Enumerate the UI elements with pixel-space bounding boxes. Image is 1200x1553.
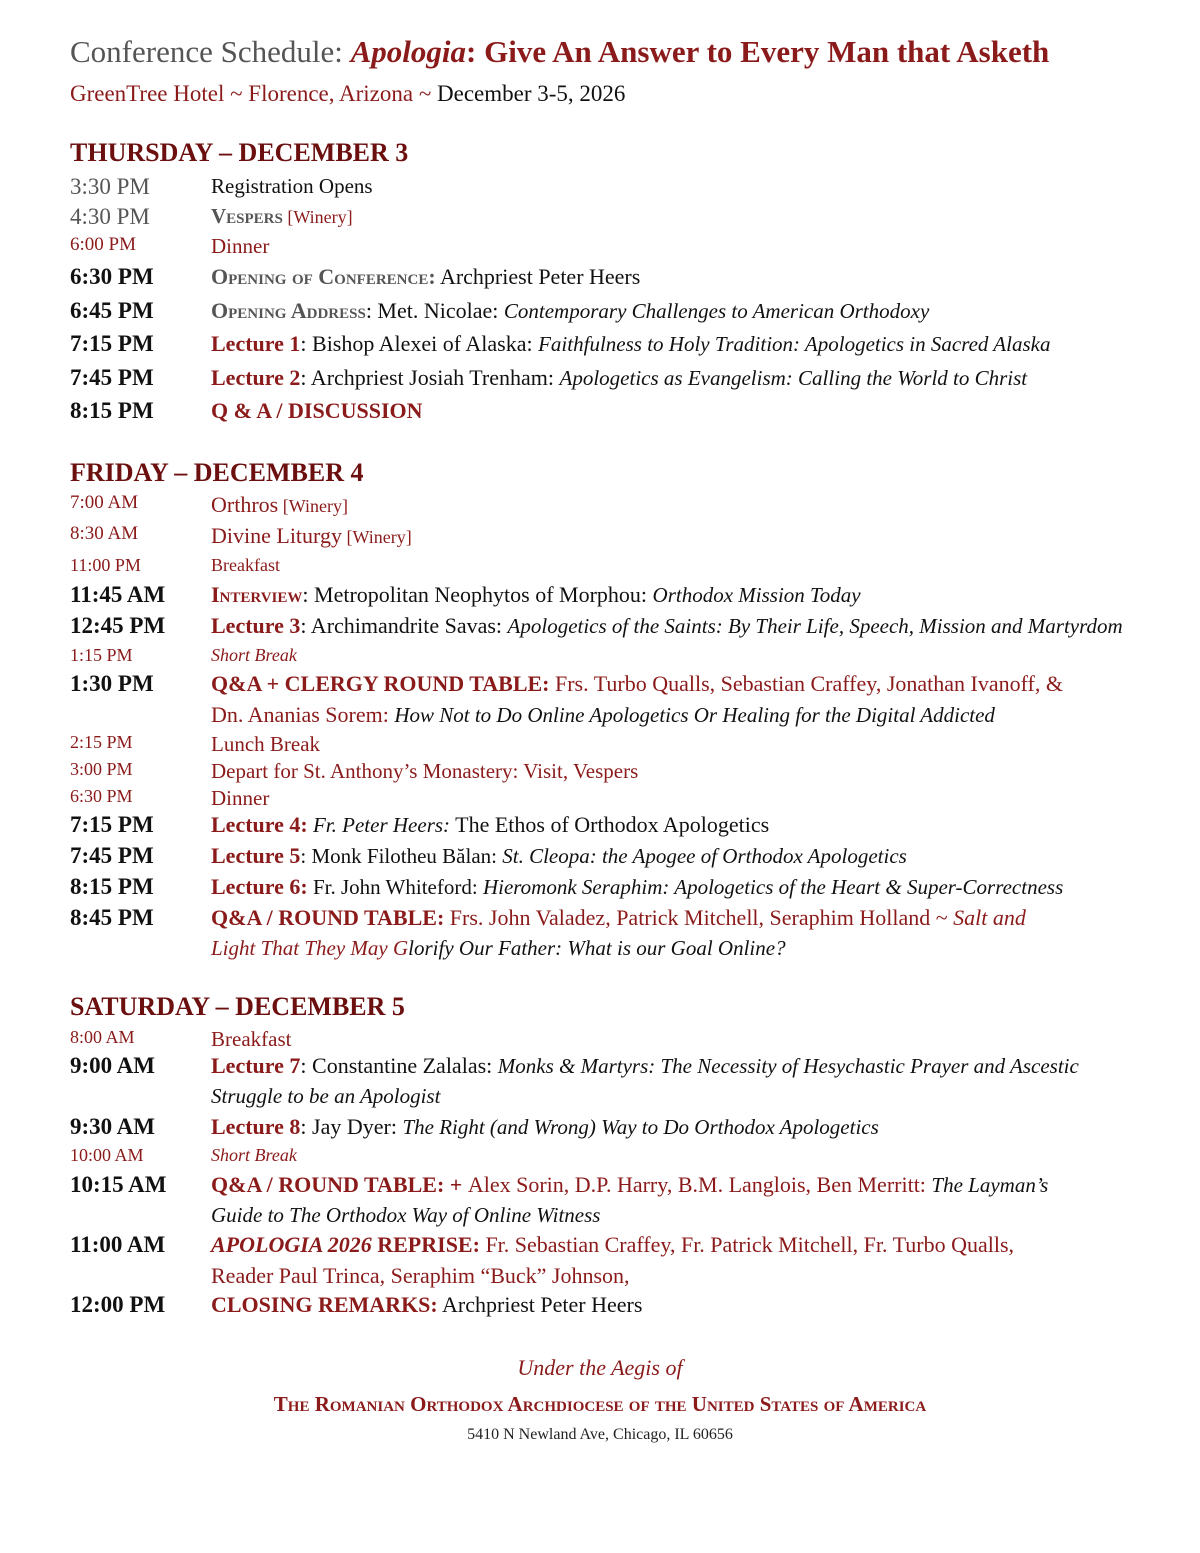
row-speaker-cont: Reader Paul Trinca, Seraphim “Buck” Johnson,: [211, 1263, 630, 1288]
row-desc: Lunch Break: [211, 732, 321, 756]
row-time: 12:00 PM: [70, 1292, 166, 1317]
row-time: 1:15 PM: [70, 645, 133, 665]
row-topic: St. Cleopa: the Apogee of Orthodox Apologetics: [502, 844, 907, 868]
row-topic: Monks & Martyrs: The Necessity of Hesychastic Prayer and Ascestic: [497, 1054, 1079, 1078]
footer-archdiocese: The Romanian Orthodox Archdiocese of the United States of America: [273, 1392, 927, 1416]
row-label: Q&A / ROUND TABLE:: [211, 1172, 445, 1197]
row-topic: Hieromonk Seraphim: Apologetics of the Heart & Super-Correctness: [482, 875, 1064, 899]
row-topic: The Right (and Wrong) Way to Do Orthodox Apologetics: [402, 1115, 879, 1139]
row-time: 6:30 PM: [70, 786, 133, 806]
row-label: REPRISE:: [371, 1232, 480, 1257]
row-time: 1:30 PM: [70, 671, 154, 696]
row-label: Lecture 2: [211, 365, 301, 390]
row-time: 8:00 AM: [70, 1027, 135, 1047]
row-topic: Contemporary Challenges to American Orthodoxy: [503, 299, 930, 323]
row-speaker: Frs. Turbo Qualls, Sebastian Craffey, Jonathan Ivanoff, &: [549, 671, 1063, 696]
row-label: Opening of Conference:: [211, 264, 436, 289]
row-time: 7:15 PM: [70, 331, 154, 356]
row-time: 3:00 PM: [70, 759, 133, 779]
row-time: 10:15 AM: [70, 1172, 167, 1197]
row-time: 4:30 PM: [70, 204, 150, 229]
row-speaker: : Jay Dyer:: [300, 1114, 403, 1139]
row-label: Lecture 5: [211, 843, 301, 868]
row-speaker: Fr. Sebastian Craffey, Fr. Patrick Mitchell, Fr. Turbo Qualls,: [479, 1232, 1015, 1257]
row-label: Interview: [211, 582, 303, 607]
row-time: 7:45 PM: [70, 843, 154, 868]
row-speaker: : Constantine Zalalas:: [300, 1053, 498, 1078]
row-desc: Short Break: [211, 645, 297, 665]
row-speaker: Fr. John Whiteford:: [307, 875, 483, 899]
row-label: Q&A / ROUND TABLE:: [211, 905, 445, 930]
row-time: 11:45 AM: [70, 582, 166, 607]
row-label: Lecture 7: [211, 1053, 301, 1078]
footer-address: 5410 N Newland Ave, Chicago, IL 60656: [467, 1426, 733, 1443]
row-plus: +: [444, 1172, 468, 1197]
row-time: 12:45 PM: [70, 613, 166, 638]
row-speaker: Frs. John Valadez, Patrick Mitchell, Seraphim Holland ~: [444, 905, 954, 930]
row-time: 9:00 AM: [70, 1053, 155, 1078]
day-title: THURSDAY – DECEMBER 3: [70, 138, 409, 167]
row-speaker: : Bishop Alexei of Alaska:: [300, 331, 539, 356]
row-desc: Divine Liturgy: [211, 523, 342, 548]
row-time: 8:15 PM: [70, 874, 154, 899]
row-desc: Dinner: [211, 786, 270, 810]
row-desc: Breakfast: [211, 1027, 292, 1051]
row-time: 11:00 AM: [70, 1232, 166, 1257]
day-title: FRIDAY – DECEMBER 4: [70, 458, 364, 487]
row-topic: The Layman’s: [931, 1173, 1049, 1197]
row-speaker: Alex Sorin, D.P. Harry, B.M. Langlois, Ben Merritt:: [467, 1172, 932, 1197]
row-speaker: : Archimandrite Savas:: [300, 613, 508, 638]
row-time: 11:00 PM: [70, 555, 141, 575]
row-desc: Short Break: [211, 1145, 297, 1165]
row-topic: Apologetics as Evangelism: Calling the World to Christ: [559, 366, 1028, 390]
row-time: 6:30 PM: [70, 264, 154, 289]
row-label-italic: APOLOGIA 2026: [211, 1232, 372, 1257]
row-label: Lecture 1: [211, 331, 301, 356]
row-speaker: Archpriest Peter Heers: [437, 1292, 643, 1317]
row-speaker: Archpriest Peter Heers: [435, 264, 641, 289]
row-time: 2:15 PM: [70, 732, 133, 752]
row-desc: Orthros: [211, 492, 279, 517]
row-speaker: : Archpriest Josiah Trenham:: [300, 365, 560, 390]
row-label: Lecture 8: [211, 1114, 301, 1139]
row-time: 6:45 PM: [70, 298, 154, 323]
row-topic: Apologetics of the Saints: By Their Life, Speech, Mission and Martyrdom: [507, 614, 1123, 638]
row-label: Q&A + CLERGY ROUND TABLE:: [211, 671, 550, 696]
footer-aegis: Under the Aegis of: [517, 1355, 683, 1380]
row-desc: Depart for St. Anthony’s Monastery: Visit, Vespers: [211, 759, 639, 783]
title-apologia: Apologia: [350, 34, 467, 69]
row-speaker-cont: Dn. Ananias Sorem:: [211, 702, 395, 727]
row-place: [Winery]: [341, 527, 412, 547]
dates: December 3-5, 2026: [437, 81, 626, 106]
row-topic: How Not to Do Online Apologetics Or Healing for the Digital Addicted: [394, 703, 995, 727]
row-place: [Winery]: [278, 496, 348, 516]
row-label: Q & A / DISCUSSION: [211, 398, 423, 423]
row-speaker: : Monk Filotheu Bălan:: [300, 844, 503, 868]
row-label: Opening Address: [211, 298, 366, 323]
page-subtitle: [70, 81, 625, 107]
row-time: 6:00 PM: [70, 234, 136, 255]
row-label: Vespers: [211, 204, 283, 228]
row-topic: Faithfulness to Holy Tradition: Apologetics in Sacred Alaska: [538, 332, 1051, 356]
row-time: 8:15 PM: [70, 398, 154, 423]
row-topic: Orthodox Mission Today: [652, 583, 861, 607]
row-time: 3:30 PM: [70, 174, 150, 199]
title-lead: Conference Schedule:: [70, 34, 351, 69]
row-topic-cont: Guide to The Orthodox Way of Online Witness: [211, 1203, 601, 1227]
row-time: 7:00 AM: [70, 492, 139, 513]
row-topic: The Ethos of Orthodox Apologetics: [450, 812, 770, 837]
row-label: CLOSING REMARKS:: [211, 1292, 438, 1317]
row-time: 8:45 PM: [70, 905, 154, 930]
row-speaker: Fr. Peter Heers:: [307, 813, 451, 837]
location: GreenTree Hotel ~ Florence, Arizona ~: [70, 81, 438, 106]
row-label: Lecture 4:: [211, 812, 308, 837]
row-speaker: : Met. Nicolae:: [365, 298, 504, 323]
row-topic: Salt and: [953, 905, 1026, 930]
row-topic-cont-red: Light That They May G: [211, 936, 409, 960]
row-label: Lecture 3: [211, 613, 301, 638]
row-speaker: : Metropolitan Neophytos of Morphou:: [302, 582, 653, 607]
row-desc: Dinner: [211, 234, 270, 258]
row-desc: Breakfast: [211, 555, 280, 575]
page-title: [70, 34, 1049, 70]
row-time: 9:30 AM: [70, 1114, 155, 1139]
row-time: 7:15 PM: [70, 812, 154, 837]
row-topic-cont: Struggle to be an Apologist: [211, 1084, 441, 1108]
row-time: 10:00 AM: [70, 1145, 144, 1165]
title-rest: : Give An Answer to Every Man that Asketh: [466, 34, 1050, 69]
row-desc: Registration Opens: [211, 174, 373, 198]
row-place: [Winery]: [282, 207, 353, 227]
row-topic-cont: lorify Our Father: What is our Goal Online?: [408, 936, 786, 960]
day-title: SATURDAY – DECEMBER 5: [70, 992, 405, 1021]
row-time: 7:45 PM: [70, 365, 154, 390]
row-time: 8:30 AM: [70, 523, 139, 544]
row-label: Lecture 6:: [211, 874, 308, 899]
